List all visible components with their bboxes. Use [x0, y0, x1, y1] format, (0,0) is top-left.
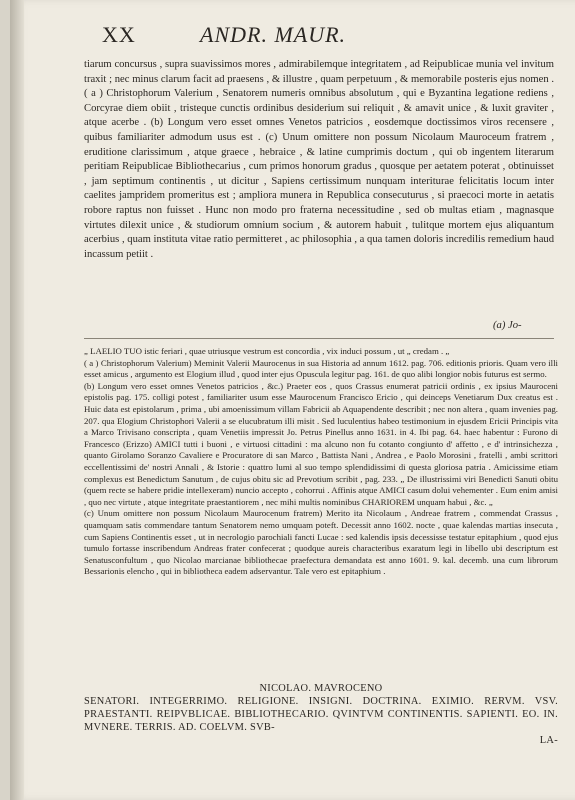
footnote-b: (b) Longum vero esset omnes Venetos patricios , &c.) Praeter eos , quos Crassus enumerat patricii ordinis , ex ipsius Mauroceni epistolis pag. 175. colligi potest , familiariter usum esse Maurocenum Francisco Ericio , qui deinceps Venetiarum Dux creatus est . Huic data est epistolarum , prima , ubi amoenissimum villam Fabricii ab Aquapendente describit ; nec non altera , quam invenies pag. 207. qua Elogium Christophori Valerii a se elucubratum illi misit . Sed luculentius habeo testimonium in ejusdem Ericii Principis vita a Marco Trivisano conscripta , quam Venetiis impressit Jo. Petrus Pinellus anno 1631. in 4. Ibi pag. 64. haec habentur : Furono di Francesco (Erizzo) AMICI tutti i buoni , e virtuosi cittadini : ma alcuno non fu cotanto congiunto d' affetto , e d' intrinsichezza , quanto Girolamo Soranzo Cavaliere e Procuratore di san Marco , Battista Nani , Andrea , e Paolo Morosini , fratelli , ambi scrittori eccellentissimi de' nostri Annali , & Istorie : quattro lumi al suo tempo splendidissimi di questa gloriosa patria . Amicissime etiam complexus est Benedictum Sanutum , de cujus obitu sic ad Prevotium scribit , pag. 233. „ De illustrissimi viri Benedicti Sanuti obitu (quem recte se habere pridie intellexeram) nuncio accepto , cohorrui . Affinis atque AMICI casum dolui vehementer . Eum enim amisi , quo nec virtute , atque integritate praestantiorem , nec mihi multis nominibus CHARIOREM unquam habui , &c. „ — [84, 380, 558, 507]
inscription-heading: NICOLAO. MAVROCENO — [259, 683, 383, 694]
catchword: (a) Jo- — [493, 320, 522, 331]
main-paragraph: tiarum concursus , supra suavissimos mores , admirabilemque integritatem , ad Reipublicae munia vel invitum traxit ; nec minus clarum facit ad praesens , & illustre , quam perpetuum , & memorabile posteris ejus nomen . ( a ) Christophorum Valerium , Senatorem numeris omnibus absolutum , qui e Byzantina legatione rediens , Corcyrae diem obiit , tristeque cunctis ordinibus desiderium sui reliquit , & amavit unice , & luxit graviter , atque acerbe . (b) Longum vero esset omnes Venetos patricios , eosdemque doctissimos viros recensere , quibus familiariter admodum usus est . (c) Unum omittere non possum Nicolaum Mauroceum fratrem , eruditione clarissimum , atque graece , hebraice , & latine cumprimis doctum , qui ob ingentem literarum peritiam Reipublicae Bibliothecarius , cum primos honorum gradus , quosque per aetatem poterat , obtinuisset , jam septimum continentis , ut dicitur , Sapiens certissimum nunquam interiturae felicitatis locum inter caelites jampridem promeritus est ; ampliora munera in Republica consecuturus , si praecoci morte in aetatis robore raptus non fuisset . Hunc non modo pro fraterna necessitudine , sed ob multas etiam , magnasque virtutes dilexit unice , & studiorum omnium socium , & autorem habuit , tulitque mortem ejus aliquantum acerbius , quam instituta vitae ratio permitteret , ac philosophia , a qua tamen doloris incredilis remedium haud incassum petiit . — [84, 59, 554, 260]
footnote-quote: „ LAELIO TUO istic feriari , quae utriusque vestrum est concordia , vix induci possum , ut „ credam . „ — [84, 346, 450, 356]
running-title: ANDR. MAUR. — [200, 22, 347, 47]
inscription-body: SENATORI. INTEGERRIMO. RELIGIONE. INSIGNI. DOCTRINA. EXIMIO. RERVM. VSV. PRAESTANTI. REIPVBLICAE. BIBLIOTHECARIO. QVINTVM CONTINENTIS. SAPIENTI. EO. IN. MVNERE. TERRIS. AD. COELVM. SVB- — [84, 696, 558, 733]
main-text — [84, 58, 554, 262]
page-header — [102, 22, 532, 52]
inscription-continuation: LA- — [539, 735, 558, 746]
footnotes — [84, 346, 558, 578]
footnote-rule — [84, 338, 554, 339]
footnote-a: ( a ) Christophorum Valerium) Meminit Valerii Maurocenus in sua Historia ad annum 1612. pag. 706. editionis prioris. Quam vero illi esset amicus , argumento est Elogium illud , quod inter ejus Opuscula legitur pag. 161. de quo alibi longior nobis futurus est sermo. — [84, 357, 558, 380]
footnote-c: (c) Unum omittere non possum Nicolaum Maurocenum fratrem) Merito ita Nicolaum , Andreae fratrem , commendat Crassus , quamquam satis commendare tantum Senatorem nemo umquam poteft. Decessit anno 1602. nocte , quae kalendas martias insecuta , cum Sapiens Continentis esset , ut in necrologio parochiali fancti Lucae : sed kalendis ipsis decessisse testatur epitaphium , quod ejus tumulo fortasse inscribendum Andreas frater confecerat ; quodque aureis characteribus exaratum legi in libello ubi descriptum est Senatusconfultum , quo Nicolao marcianae bibliothecae praefectura demandata est anno 1601. 9. kal. decemb. una cum librorum Bessarionis elencho , qui in bibliotheca eadem adservantur. Tale vero est epitaphium . — [84, 508, 558, 577]
epitaph-inscription — [84, 682, 558, 747]
page-gutter — [10, 0, 24, 800]
folio-number: XX — [102, 22, 136, 47]
